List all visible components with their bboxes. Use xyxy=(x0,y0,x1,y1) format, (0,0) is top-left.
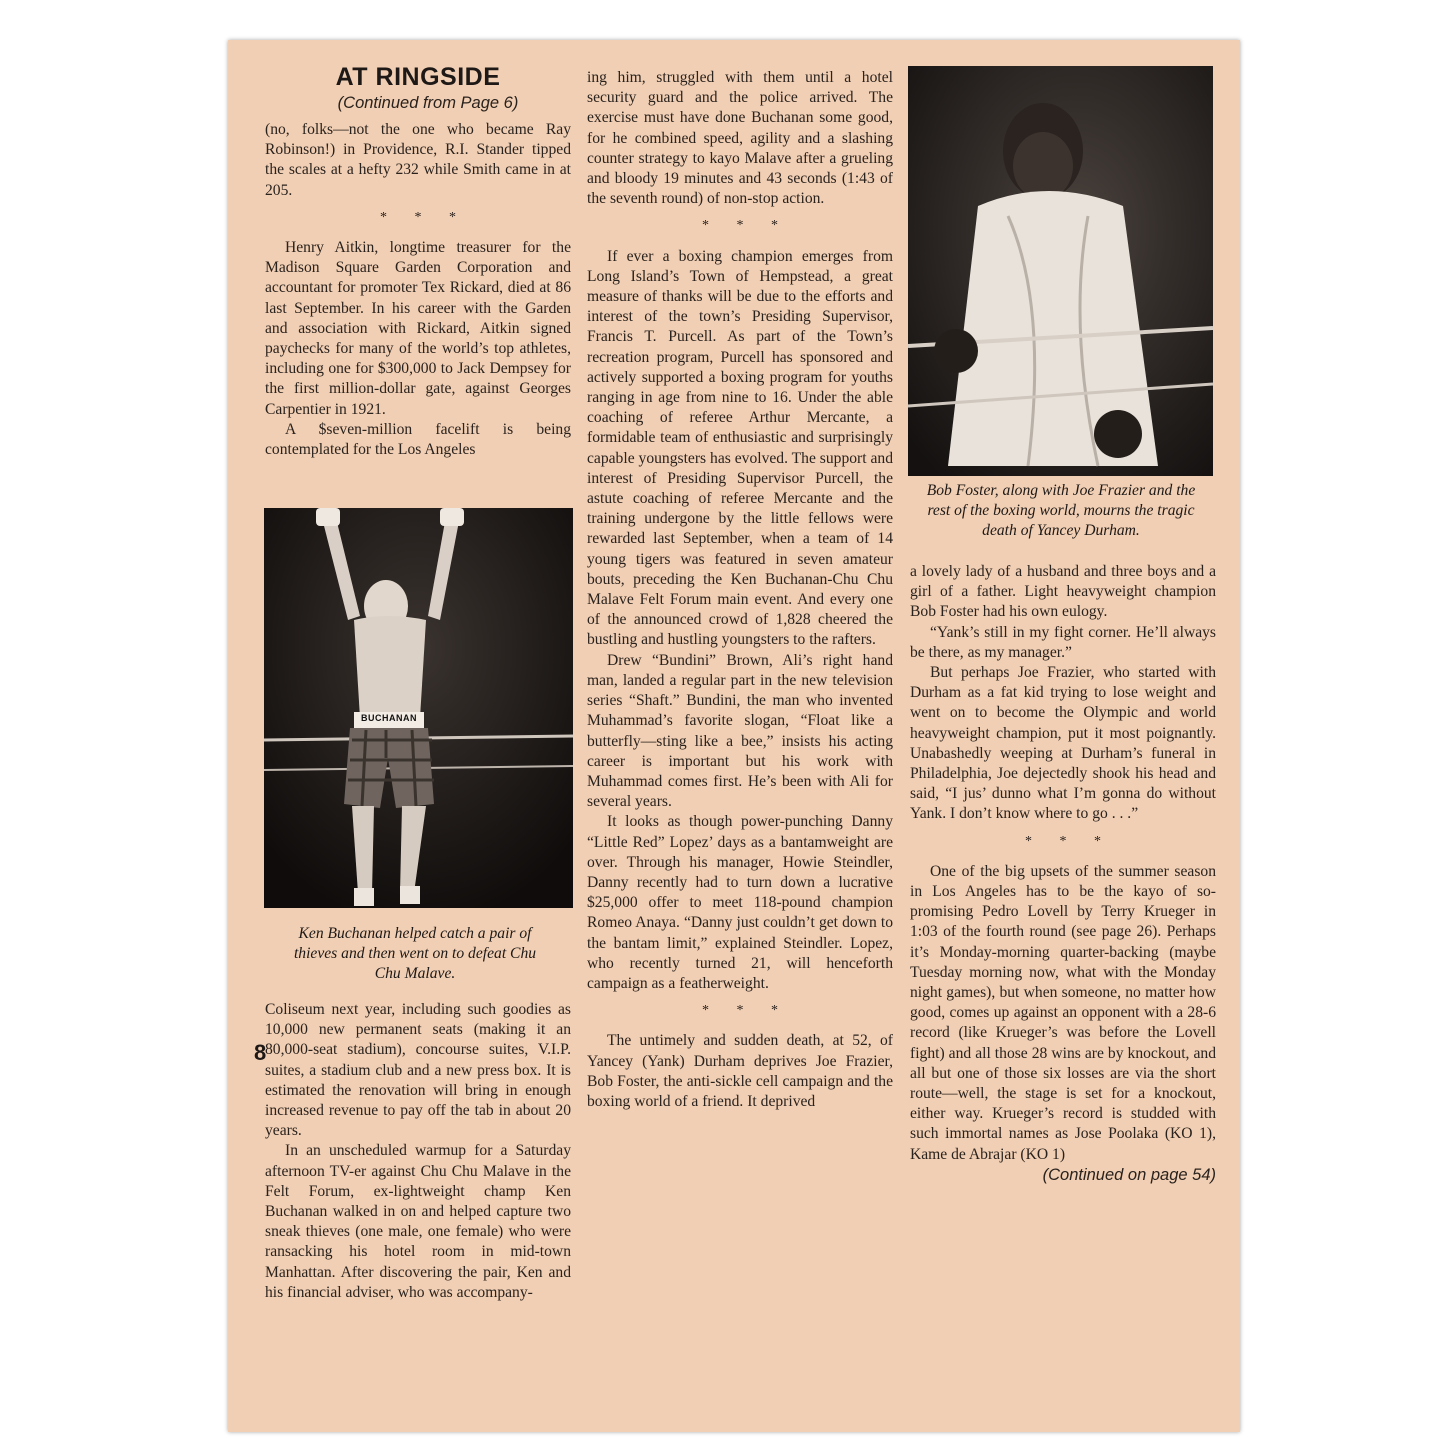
article-paragraph: (no, folks—not the one who became Ray Robinson!) in Providence, R.I. Stander tipped the scales at a hefty 232 while Smith came in at 205. xyxy=(265,121,571,199)
article-paragraph: Henry Aitkin, longtime treasurer for the Madison Square Garden Corporation and accountant for promoter Tex Rickard, died at 86 last September. In his career with the Garden and association with Rickard, Aitkin signed paychecks for many of the world’s top athletes, including one for $300,000 to Jack Dempsey for the first million-dollar gate, against Georges Carpentier in 1921. xyxy=(265,239,571,418)
article-paragraph: Coliseum next year, including such goodies as 10,000 new permanent seats (making it an 80,000-seat stadium), concourse suites, V.I.P. suites, a stadium club and a new press box. It is estimated the renovation will bring in enough increased revenue to pay off the tab in about 20 years. xyxy=(265,1001,571,1140)
article-paragraph: The untimely and sudden death, at 52, of Yancey (Yank) Durham deprives Joe Frazier, Bob Foster, the anti-sickle cell campaign and the boxing world of a friend. It deprived xyxy=(587,1032,893,1110)
continued-on-note: (Continued on page 54) xyxy=(1042,1165,1216,1184)
article-paragraph: ing him, struggled with them until a hotel security guard and the police arrived. The exercise must have done Buchanan some good, for he combined speed, agility and a slashing counter strategy to kayo Malave after a grueling and bloody 19 minutes and 43 seconds (1:43 of the seventh round) of non-stop action. xyxy=(587,69,893,208)
section-divider: * * * xyxy=(702,1003,790,1019)
photo-caption-buchanan: Ken Buchanan helped catch a pair of thieves and then went on to defeat Chu Chu Malave. xyxy=(293,925,537,982)
article-paragraph: a lovely lady of a husband and three boys and a girl of a father. Light heavyweight champion Bob Foster had his own eulogy. xyxy=(910,563,1216,621)
boxer-in-robe-image xyxy=(908,66,1213,476)
section-divider: * * * xyxy=(702,218,790,234)
column-middle xyxy=(587,68,893,1112)
column-left xyxy=(265,62,571,460)
column-right xyxy=(910,562,1216,1185)
trunks-label: BUCHANAN xyxy=(361,713,417,723)
photo-bob-foster xyxy=(908,66,1213,476)
article-paragraph: In an unscheduled warmup for a Saturday afternoon TV-er against Chu Chu Malave in the Felt Forum, ex-lightweight champ Ken Buchanan walked in on and helped capture two sneak thieves (one male, one female) who were ransacking his hotel room in mid-town Manhattan. After discovering the pair, Ken and his financial adviser, who was accompany- xyxy=(265,1142,571,1301)
article-paragraph: But perhaps Joe Frazier, who started with Durham as a fat kid trying to lose weight and went on to become the Olympic and world heavyweight champion, put it most poignantly. Unabashedly weeping at Durham’s funeral in Philadelphia, Joe dejectedly shook his head and said, “I jus’ dunno what I’m gonna do without Yank. I don’t know where to go . . .” xyxy=(910,664,1216,823)
article-paragraph: If ever a boxing champion emerges from Long Island’s Town of Hempstead, a great measure of thanks will be due to the efforts and interest of the town’s Presiding Supervisor, Francis T. Purcell. As part of the Town’s recreation program, Purcell has sponsored and actively supported a boxing program for youths ranging in age from nine to 16. Under the able coaching of referee Arthur Mercante, a formidable team of enthusiastic and surprisingly capable youngsters has evolved. The support and interest of Presiding Supervisor Purcell, the astute coaching of referee Mercante and the training undergone by the little fellows were rewarded last September, when a team of 14 young tigers was featured in seven amateur bouts, preceding the Ken Buchanan-Chu Chu Malave Felt Forum main event. And every one of the announced crowd of 1,828 cheered the bustling and hustling youngsters to the rafters. xyxy=(587,247,893,649)
article-paragraph: One of the big upsets of the summer season in Los Angeles has to be the kayo of so-promising Pedro Lovell by Terry Krueger in 1:03 of the fourth round (see page 26). Perhaps it’s Monday-morning quarter-backing (maybe Tuesday morning now, what with the Monday night games), but when someone, no matter how good, comes up against an opponent with a 28-6 record (like Krueger’s was before the Lovell fight) and all those 28 wins are by knockout, and all but one of those six losses are via the short route—well, the stage is set for a knockout, either way. Krueger’s record is studded with such immortal names as Jose Poolaka (KO 1), Kame de Abrajar (KO 1) xyxy=(910,862,1216,1163)
page-number: 8 xyxy=(254,1040,267,1065)
article-paragraph: It looks as though power-punching Danny “Little Red” Lopez’ days as a bantamweight are over. Through his manager, Howie Steindler, Danny recently had to turn down a lucrative $25,000 offer to meet 118-pound champion Romeo Anaya. “Danny just couldn’t get down to the bantam limit,” explained Steindler. Lopez, who recently turned 21, will henceforth campaign as a featherweight. xyxy=(587,813,893,992)
section-divider: * * * xyxy=(1025,833,1113,849)
column-left-lower xyxy=(265,1000,571,1303)
photo-ken-buchanan xyxy=(264,508,573,908)
section-divider: * * * xyxy=(380,209,468,225)
continued-from-note: (Continued from Page 6) xyxy=(337,94,519,112)
boxer-arms-raised-image xyxy=(264,508,573,908)
photo-caption-foster: Bob Foster, along with Joe Frazier and the rest of the boxing world, mourns the tragic death of Yancey Durham. xyxy=(926,482,1196,539)
page-title: AT RINGSIDE xyxy=(335,63,501,91)
article-paragraph: A $seven-million facelift is being contemplated for the Los Angeles xyxy=(265,420,571,459)
article-paragraph: Drew “Bundini” Brown, Ali’s right hand man, landed a regular part in the new television series “Shaft.” Bundini, the man who invented Muhammad’s favorite slogan, “Float like a butterfly—sting like a bee,” insists his acting career is important but his work with Muhammad comes first. He’s been with Ali for several years. xyxy=(587,651,893,811)
article-paragraph: “Yank’s still in my fight corner. He’ll always be there, as my manager.” xyxy=(910,623,1216,661)
magazine-page xyxy=(228,40,1240,1432)
